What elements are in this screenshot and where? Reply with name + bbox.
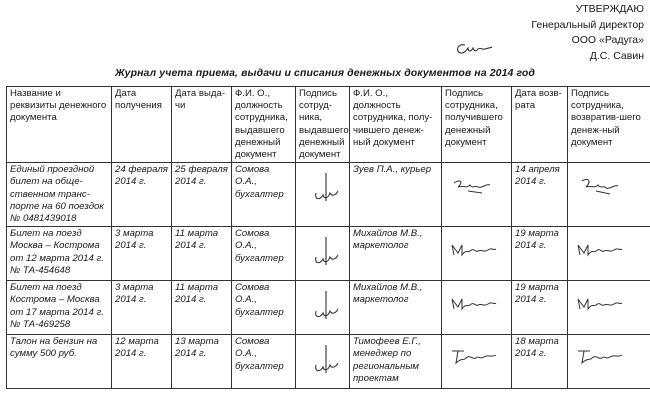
cell-document-name: Билет на поезд Москва – Кострома от 12 марта 2014 г. № ТА-454648 [7, 227, 112, 281]
cell-returner-signature [568, 335, 650, 389]
cell-date-issued: 11 марта 2014 г. [172, 281, 232, 335]
cell-issuer-signature [296, 335, 350, 389]
signature-icon [448, 173, 500, 199]
signature-icon [448, 291, 500, 317]
signature-icon [310, 343, 342, 379]
cell-date-received: 24 февраля 2014 г. [112, 163, 172, 227]
cell-date-returned: 18 марта 2014 г. [512, 335, 568, 389]
header-issuer: Ф.И. О., должность сотрудника, выдавшего денежный документ [232, 87, 296, 163]
director-signature-icon [453, 40, 493, 58]
cell-returner-signature [568, 281, 650, 335]
cell-issuer-signature [296, 163, 350, 227]
approval-position: Генеральный директор [531, 18, 644, 31]
cell-recipient-signature [442, 163, 512, 227]
cell-recipient-signature [442, 335, 512, 389]
cell-date-issued: 25 февраля 2014 г. [172, 163, 232, 227]
header-date-issued: Дата выда-чи [172, 87, 232, 163]
header-returner-signature: Подпись сотрудника, возвратив-шего денеж-ный документ [568, 87, 650, 163]
cell-issuer-signature [296, 281, 350, 335]
cell-recipient: Зуев П.А., курьер [350, 163, 442, 227]
header-recipient-signature: Подпись сотрудника, получившего денежный документ [442, 87, 512, 163]
signature-icon [310, 171, 342, 207]
signature-icon [574, 173, 626, 199]
header-recipient: Ф.И. О., должность сотрудника, полу-чившего денеж-ный документ [350, 87, 442, 163]
cell-recipient-signature [442, 281, 512, 335]
approval-director-name: Д.С. Савин [589, 49, 644, 62]
signature-icon [310, 289, 342, 325]
table-row [7, 335, 650, 389]
cell-issuer: Сомова О.А., бухгалтер [232, 335, 296, 389]
table-row [7, 227, 650, 281]
approval-block [531, 2, 644, 64]
approval-company: ООО «Радуга» [571, 34, 644, 46]
cell-date-received: 12 марта 2014 г. [112, 335, 172, 389]
approval-heading: УТВЕРЖДАЮ [575, 3, 644, 15]
signature-icon [574, 291, 626, 317]
signature-icon [310, 235, 342, 271]
cell-recipient: Михайлов М.В., маркетолог [350, 227, 442, 281]
cell-date-issued: 13 марта 2014 г. [172, 335, 232, 389]
cell-date-received: 3 марта 2014 г. [112, 281, 172, 335]
cell-recipient: Михайлов М.В., маркетолог [350, 281, 442, 335]
cell-recipient-signature [442, 227, 512, 281]
signature-icon [574, 237, 626, 263]
cell-issuer: Сомова О.А., бухгалтер [232, 227, 296, 281]
cell-document-name: Единый проездной билет на обще-ственном транс-порте на 60 поездок № 0481439018 [7, 163, 112, 227]
journal-table [6, 86, 650, 389]
cell-date-returned: 14 апреля 2014 г. [512, 163, 568, 227]
document-title: Журнал учета приема, выдачи и списания денежных документов на 2014 год [114, 67, 536, 79]
header-date-received: Дата получения [112, 87, 172, 163]
signature-icon [448, 237, 500, 263]
header-date-returned: Дата возв-рата [512, 87, 568, 163]
cell-date-received: 3 марта 2014 г. [112, 227, 172, 281]
table-row [7, 163, 650, 227]
table-row [7, 281, 650, 335]
signature-icon [574, 345, 626, 371]
cell-recipient: Тимофеев Е.Г., менеджер по региональным проектам [350, 335, 442, 389]
header-issuer-signature: Подпись сотруд-ника, выдавшего денежный документ [296, 87, 350, 163]
cell-date-returned: 19 марта 2014 г. [512, 227, 568, 281]
signature-icon [448, 345, 500, 371]
cell-returner-signature [568, 163, 650, 227]
cell-document-name: Талон на бензин на сумму 500 руб. [7, 335, 112, 389]
header-document-name: Название и реквизиты денежного документа [7, 87, 112, 163]
cell-issuer: Сомова О.А., бухгалтер [232, 163, 296, 227]
cell-document-name: Билет на поезд Кострома – Москва от 17 марта 2014 г. № ТА-469258 [7, 281, 112, 335]
table-header-row [7, 87, 650, 163]
cell-date-issued: 11 марта 2014 г. [172, 227, 232, 281]
cell-returner-signature [568, 227, 650, 281]
cell-issuer: Сомова О.А., бухгалтер [232, 281, 296, 335]
cell-date-returned: 19 марта 2014 г. [512, 281, 568, 335]
cell-issuer-signature [296, 227, 350, 281]
